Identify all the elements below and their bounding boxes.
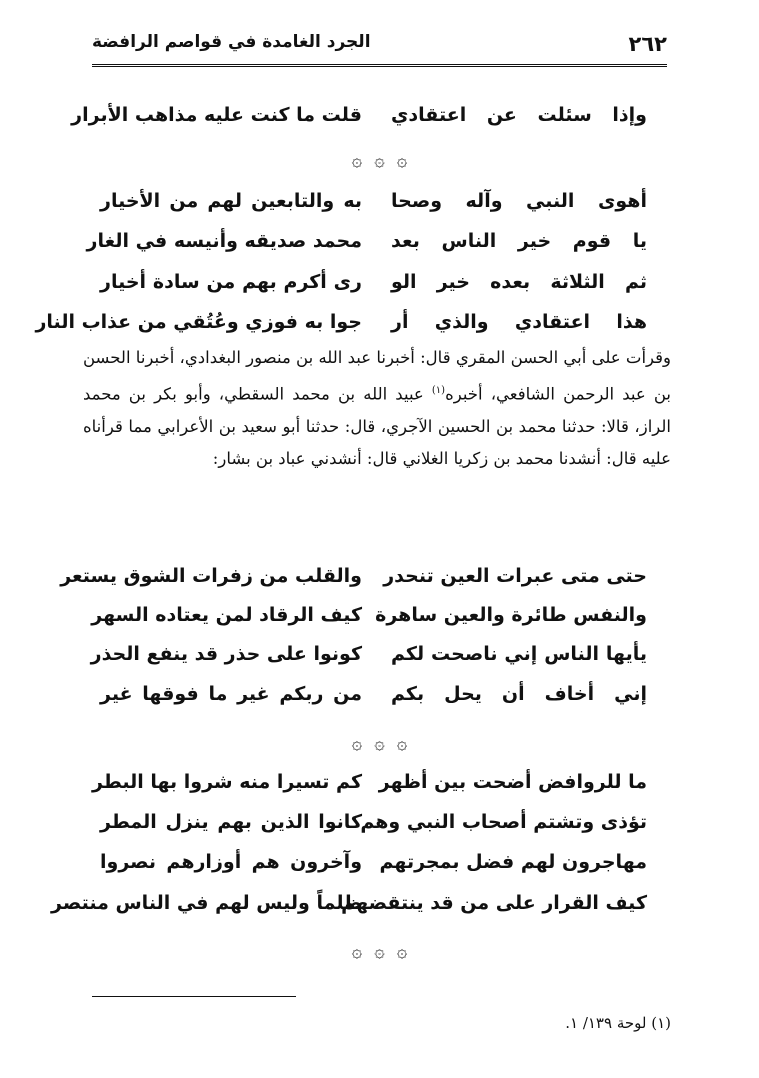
verse-line xyxy=(71,104,647,144)
flower-ornament-icon: ۞ xyxy=(374,733,385,754)
paragraph-text: وقرأت على أبي الحسن المقري قال: أخبرنا عبد الله بن منصور البغدادي، أخبرنا الحسن بن عبد الرحمن الشافعي، أخبره xyxy=(83,348,671,403)
verse-line xyxy=(60,565,647,605)
header-rule xyxy=(92,64,667,67)
verse-line xyxy=(100,851,647,891)
ornament-divider xyxy=(0,150,759,172)
verse-second-hemistich: ظلماً وليس لهم في الناس منتصر xyxy=(51,892,362,914)
footnote-rule xyxy=(92,996,296,997)
verse-line xyxy=(100,271,647,311)
flower-ornament-icon: ۞ xyxy=(374,150,385,171)
verse-first-hemistich: والنفس طائرة والعين ساهرة xyxy=(375,604,647,626)
verse-second-hemistich: من ربكم غير ما فوقها غير xyxy=(100,683,362,705)
verse-second-hemistich: قلت ما كنت عليه مذاهب الأبرار xyxy=(71,104,362,126)
verse-first-hemistich: كيف القرار على من قد ينتقضهم xyxy=(341,892,647,914)
verse-first-hemistich: وإذا سئلت عن اعتقادي xyxy=(391,104,647,126)
verse-second-hemistich: به والتابعين لهم من الأخيار xyxy=(100,190,362,212)
verse-line xyxy=(100,811,647,851)
flower-ornament-icon: ۞ xyxy=(396,941,408,962)
verse-first-hemistich: إني أخاف أن يحل بكم xyxy=(391,683,647,705)
verse-first-hemistich: هذا اعتقادي والذي أر xyxy=(391,311,647,333)
paragraph-text: عبيد الله بن محمد السقطي، وأبو بكر بن محمد الراز، قالا: حدثنا محمد بن الحسين الآجري، قال: حدثنا أبو سعيد بن الأعرابي مما قرأناه عليه قال: أنشدنا محمد بن زكريا الغلاني قال: أنشدني عباد بن بشار: xyxy=(83,384,671,468)
verse-line xyxy=(100,683,647,723)
verse-second-hemistich: محمد صديقه وأنيسه في الغار xyxy=(86,230,362,252)
verse-first-hemistich: ثم الثلاثة بعده خير الو xyxy=(391,271,647,293)
flower-ornament-icon: ۞ xyxy=(351,733,363,754)
verse-line xyxy=(51,892,647,932)
verse-first-hemistich: يأيها الناس إني ناصحت لكم xyxy=(391,643,647,665)
flower-ornament-icon: ۞ xyxy=(396,733,408,754)
flower-ornament-icon: ۞ xyxy=(374,941,385,962)
verse-second-hemistich: رى أكرم بهم من سادة أخيار xyxy=(100,271,362,293)
verse-second-hemistich: جوا به فوزي وعُتُقي من عذاب النار xyxy=(35,311,362,333)
ornament-divider xyxy=(0,941,759,963)
footnote-marker: (١) xyxy=(431,384,446,396)
verse-second-hemistich: وآخرون هم أوزارهم نصروا xyxy=(100,851,362,873)
verse-second-hemistich: كانوا الذين بهم ينزل المطر xyxy=(100,811,362,833)
flower-ornament-icon: ۞ xyxy=(351,941,363,962)
verse-first-hemistich: ما للروافض أضحت بين أظهر xyxy=(378,771,647,793)
verse-line xyxy=(100,190,647,230)
running-title: الجرد الغامدة في قواصم الرافضة xyxy=(92,32,371,52)
verse-first-hemistich: يا قوم خير الناس بعد xyxy=(391,230,647,252)
verse-first-hemistich: حتى متى عبرات العين تنحدر xyxy=(383,565,647,587)
page-number: ٢٦٢ xyxy=(628,32,667,56)
verse-line xyxy=(92,771,647,811)
verse-line xyxy=(91,604,647,644)
flower-ornament-icon: ۞ xyxy=(396,150,408,171)
verse-second-hemistich: كيف الرقاد لمن يعتاده السهر xyxy=(91,604,362,626)
verse-second-hemistich: والقلب من زفرات الشوق يستعر xyxy=(60,565,362,587)
verse-first-hemistich: تؤذى وتشتم أصحاب النبي وهم xyxy=(360,811,647,833)
isnad-paragraph xyxy=(83,342,671,476)
page-header xyxy=(92,28,667,70)
verse-first-hemistich: أهوى النبي وآله وصحا xyxy=(391,190,647,212)
flower-ornament-icon: ۞ xyxy=(351,150,363,171)
verse-line xyxy=(90,643,647,683)
ornament-divider xyxy=(0,733,759,755)
verse-first-hemistich: مهاجرون لهم فضل بمجرتهم xyxy=(379,851,647,873)
verse-second-hemistich: كونوا على حذر قد ينفع الحذر xyxy=(90,643,362,665)
verse-line xyxy=(86,230,647,270)
footnote: (١) لوحة ١٣٩/ ١. xyxy=(565,1014,671,1032)
verse-second-hemistich: كم تسيرا منه شروا بها البطر xyxy=(92,771,362,793)
